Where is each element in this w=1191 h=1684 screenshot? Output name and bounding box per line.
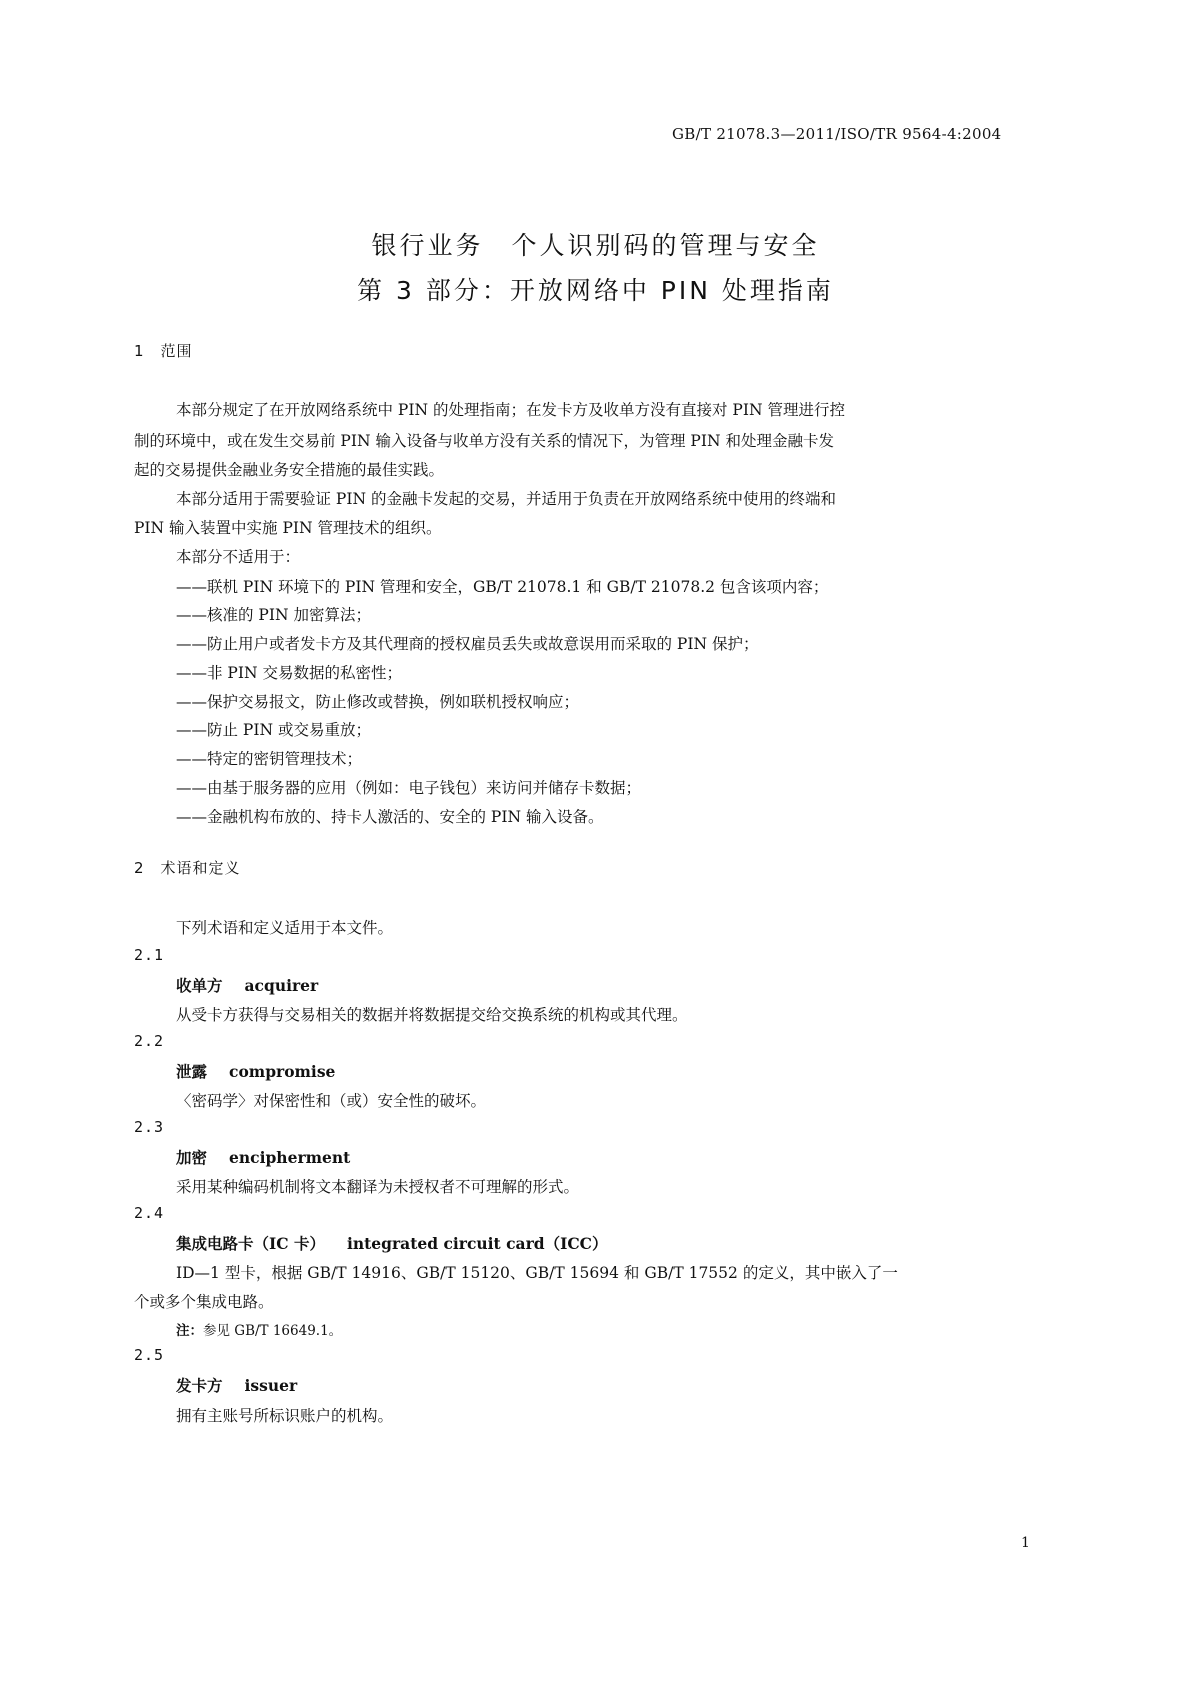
term-number: 2.1 [134, 946, 165, 964]
not-applicable-item: ——联机 PIN 环境下的 PIN 管理和安全，GB/T 21078.1 和 GB/T 21078.2 包含该项内容； [176, 578, 829, 596]
not-applicable-item: ——特定的密钥管理技术； [176, 750, 363, 768]
term-english: issuer [244, 1376, 298, 1395]
term-chinese: 发卡方 [176, 1376, 223, 1395]
term-note-text: 参见 GB/T 16649.1。 [203, 1323, 343, 1339]
term-number: 2.4 [134, 1204, 165, 1222]
section-heading-scope: 1 范围 [134, 342, 193, 360]
term-note-label: 注： [176, 1323, 203, 1339]
not-applicable-intro: 本部分不适用于： [176, 548, 301, 566]
term-definition: 采用某种编码机制将文本翻译为未授权者不可理解的形式。 [176, 1178, 580, 1196]
term-note [176, 1319, 342, 1339]
term-definition: 〈密码学〉对保密性和（或）安全性的破坏。 [176, 1092, 487, 1110]
term-heading [176, 1060, 335, 1082]
term-number: 2.5 [134, 1346, 165, 1364]
document-title-line-2: 第 3 部分：开放网络中 PIN 处理指南 [357, 276, 834, 305]
term-definition: 从受卡方获得与交易相关的数据并将数据提交给交换系统的机构或其代理。 [176, 1006, 688, 1024]
term-definition: ID—1 型卡，根据 GB/T 14916、GB/T 15120、GB/T 15694 和 GB/T 17552 的定义，其中嵌入了一 [176, 1264, 898, 1282]
term-definition: 个或多个集成电路。 [134, 1293, 274, 1311]
term-number: 2.3 [134, 1118, 165, 1136]
document-title-line-1: 银行业务 个人识别码的管理与安全 [371, 231, 820, 260]
term-chinese: 收单方 [176, 976, 223, 995]
term-english: integrated circuit card（ICC） [346, 1234, 608, 1253]
term-heading [176, 1146, 350, 1168]
term-heading [176, 1374, 297, 1396]
scope-paragraph-line: 起的交易提供金融业务安全措施的最佳实践。 [134, 461, 445, 479]
scope-applicability-line: 本部分适用于需要验证 PIN 的金融卡发起的交易，并适用于负责在开放网络系统中使用的终端和 [176, 490, 836, 508]
term-english: encipherment [229, 1148, 351, 1167]
not-applicable-item: ——金融机构布放的、持卡人激活的、安全的 PIN 输入设备。 [176, 808, 604, 826]
term-english: compromise [229, 1062, 336, 1081]
scope-paragraph-line: 本部分规定了在开放网络系统中 PIN 的处理指南；在发卡方及收单方没有直接对 PIN 管理进行控 [176, 401, 845, 419]
term-definition: 拥有主账号所标识账户的机构。 [176, 1407, 394, 1425]
not-applicable-item: ——保护交易报文，防止修改或替换，例如联机授权响应； [176, 693, 580, 711]
scope-paragraph-line: 制的环境中，或在发生交易前 PIN 输入设备与收单方没有关系的情况下，为管理 PIN 和处理金融卡发 [134, 432, 834, 450]
not-applicable-item: ——非 PIN 交易数据的私密性； [176, 664, 402, 682]
terms-intro: 下列术语和定义适用于本文件。 [176, 919, 394, 937]
term-heading [176, 974, 318, 996]
not-applicable-item: ——防止用户或者发卡方及其代理商的授权雇员丢失或故意误用而采取的 PIN 保护； [176, 635, 759, 653]
not-applicable-item: ——由基于服务器的应用（例如：电子钱包）来访问并储存卡数据； [176, 779, 642, 797]
term-chinese: 加密 [176, 1148, 208, 1167]
page-number: 1 [1021, 1535, 1030, 1551]
not-applicable-item: ——核准的 PIN 加密算法； [176, 606, 371, 624]
term-heading [176, 1232, 608, 1254]
scope-applicability-line: PIN 输入装置中实施 PIN 管理技术的组织。 [134, 519, 442, 537]
not-applicable-item: ——防止 PIN 或交易重放； [176, 721, 371, 739]
standard-number: GB/T 21078.3—2011/ISO/TR 9564-4:2004 [672, 125, 1002, 143]
term-chinese: 集成电路卡（IC 卡） [176, 1234, 325, 1253]
term-chinese: 泄露 [176, 1062, 208, 1081]
term-number: 2.2 [134, 1032, 165, 1050]
section-heading-terms: 2 术语和定义 [134, 859, 241, 877]
term-english: acquirer [244, 976, 319, 995]
